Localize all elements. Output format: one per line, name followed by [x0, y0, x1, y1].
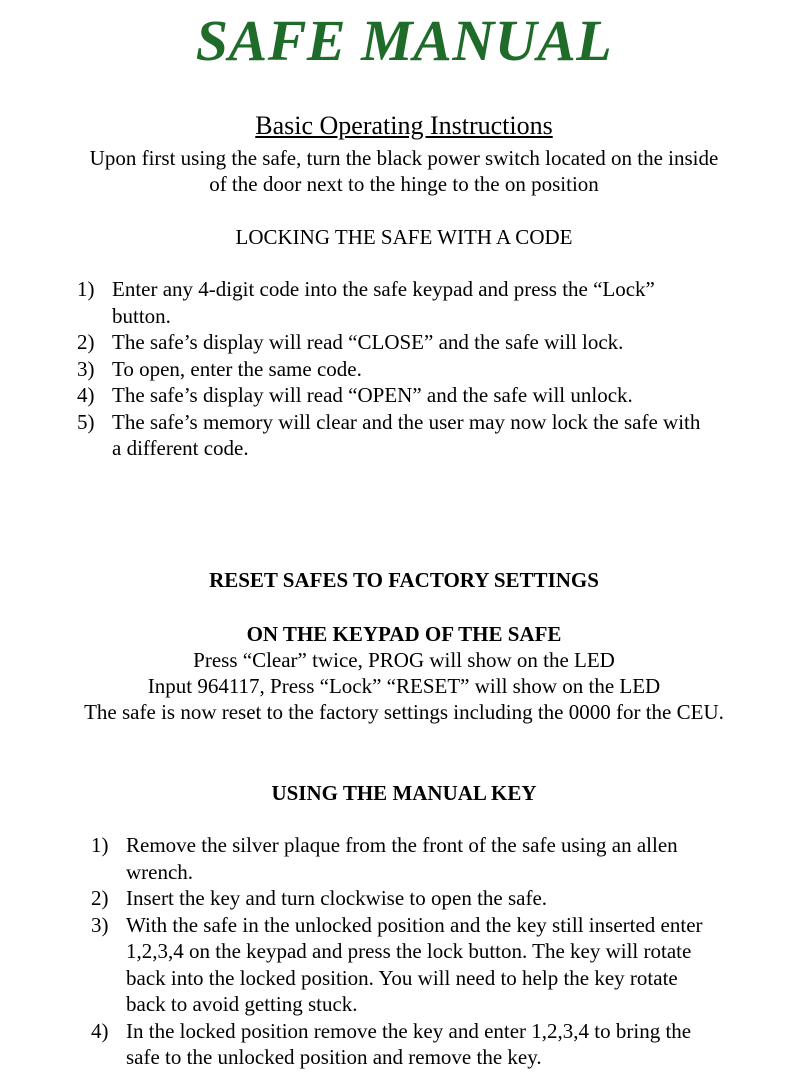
- locking-steps: [77, 276, 777, 462]
- step-line: 1,2,3,4 on the keypad and press the lock button. The key will rotate: [126, 939, 692, 963]
- step-item: [91, 885, 791, 912]
- locking-heading: LOCKING THE SAFE WITH A CODE: [235, 225, 573, 249]
- step-line: The safe’s display will read “CLOSE” and the safe will lock.: [112, 330, 624, 354]
- step-number: 3): [77, 356, 95, 381]
- step-line: The safe’s memory will clear and the user may now lock the safe with: [112, 409, 701, 434]
- intro-line: Upon first using the safe, turn the black power switch located on the inside: [89, 146, 719, 170]
- step-line: With the safe in the unlocked position and the key still inserted enter: [126, 912, 703, 937]
- step-line: wrench.: [126, 859, 194, 884]
- step-number: 2): [77, 330, 95, 354]
- step-number: 4): [91, 1018, 109, 1043]
- step-number: 1): [91, 833, 109, 857]
- step-line: The safe’s display will read “OPEN” and the safe will unlock.: [112, 383, 633, 407]
- section-subtitle: Basic Operating Instructions: [255, 111, 553, 140]
- step-number: 1): [77, 277, 95, 301]
- step-item: [77, 356, 777, 383]
- step-item: [77, 276, 777, 329]
- intro-text: [0, 145, 808, 197]
- step-line: back into the locked position. You will need to help the key rotate: [126, 965, 678, 990]
- step-number: 4): [77, 383, 95, 407]
- step-item: [91, 832, 791, 885]
- step-item: [77, 382, 777, 409]
- reset-line: The safe is now reset to the factory settings including the 0000 for the CEU.: [84, 700, 724, 724]
- step-line: safe to the unlocked position and remove the key.: [126, 1045, 542, 1069]
- step-line: a different code.: [112, 436, 249, 460]
- step-line: Insert the key and turn clockwise to open the safe.: [126, 886, 548, 910]
- step-item: [77, 409, 777, 462]
- reset-subheading: ON THE KEYPAD OF THE SAFE: [246, 622, 562, 646]
- step-item: [91, 1018, 791, 1071]
- reset-heading: RESET SAFES TO FACTORY SETTINGS: [209, 568, 599, 592]
- step-line: back to avoid getting stuck.: [126, 992, 358, 1016]
- step-line: button.: [112, 303, 171, 328]
- step-line: Enter any 4-digit code into the safe keypad and press the “Lock”: [112, 277, 655, 301]
- step-number: 2): [91, 886, 109, 910]
- step-line: Remove the silver plaque from the front of the safe using an allen: [126, 833, 678, 857]
- step-number: 3): [91, 912, 109, 937]
- step-line: In the locked position remove the key and enter 1,2,3,4 to bring the: [126, 1018, 692, 1043]
- step-line: To open, enter the same code.: [112, 356, 362, 381]
- step-number: 5): [77, 409, 95, 434]
- reset-line: Press “Clear” twice, PROG will show on the LED: [193, 648, 615, 672]
- manual-key-steps: [91, 832, 791, 1071]
- manual-key-heading: USING THE MANUAL KEY: [271, 781, 537, 805]
- page-title: SAFE MANUAL: [195, 8, 613, 73]
- intro-line: of the door next to the hinge to the on position: [209, 172, 599, 196]
- step-item: [77, 329, 777, 356]
- reset-instructions: [0, 647, 808, 725]
- step-item: [91, 912, 791, 1018]
- reset-line: Input 964117, Press “Lock” “RESET” will show on the LED: [147, 674, 661, 698]
